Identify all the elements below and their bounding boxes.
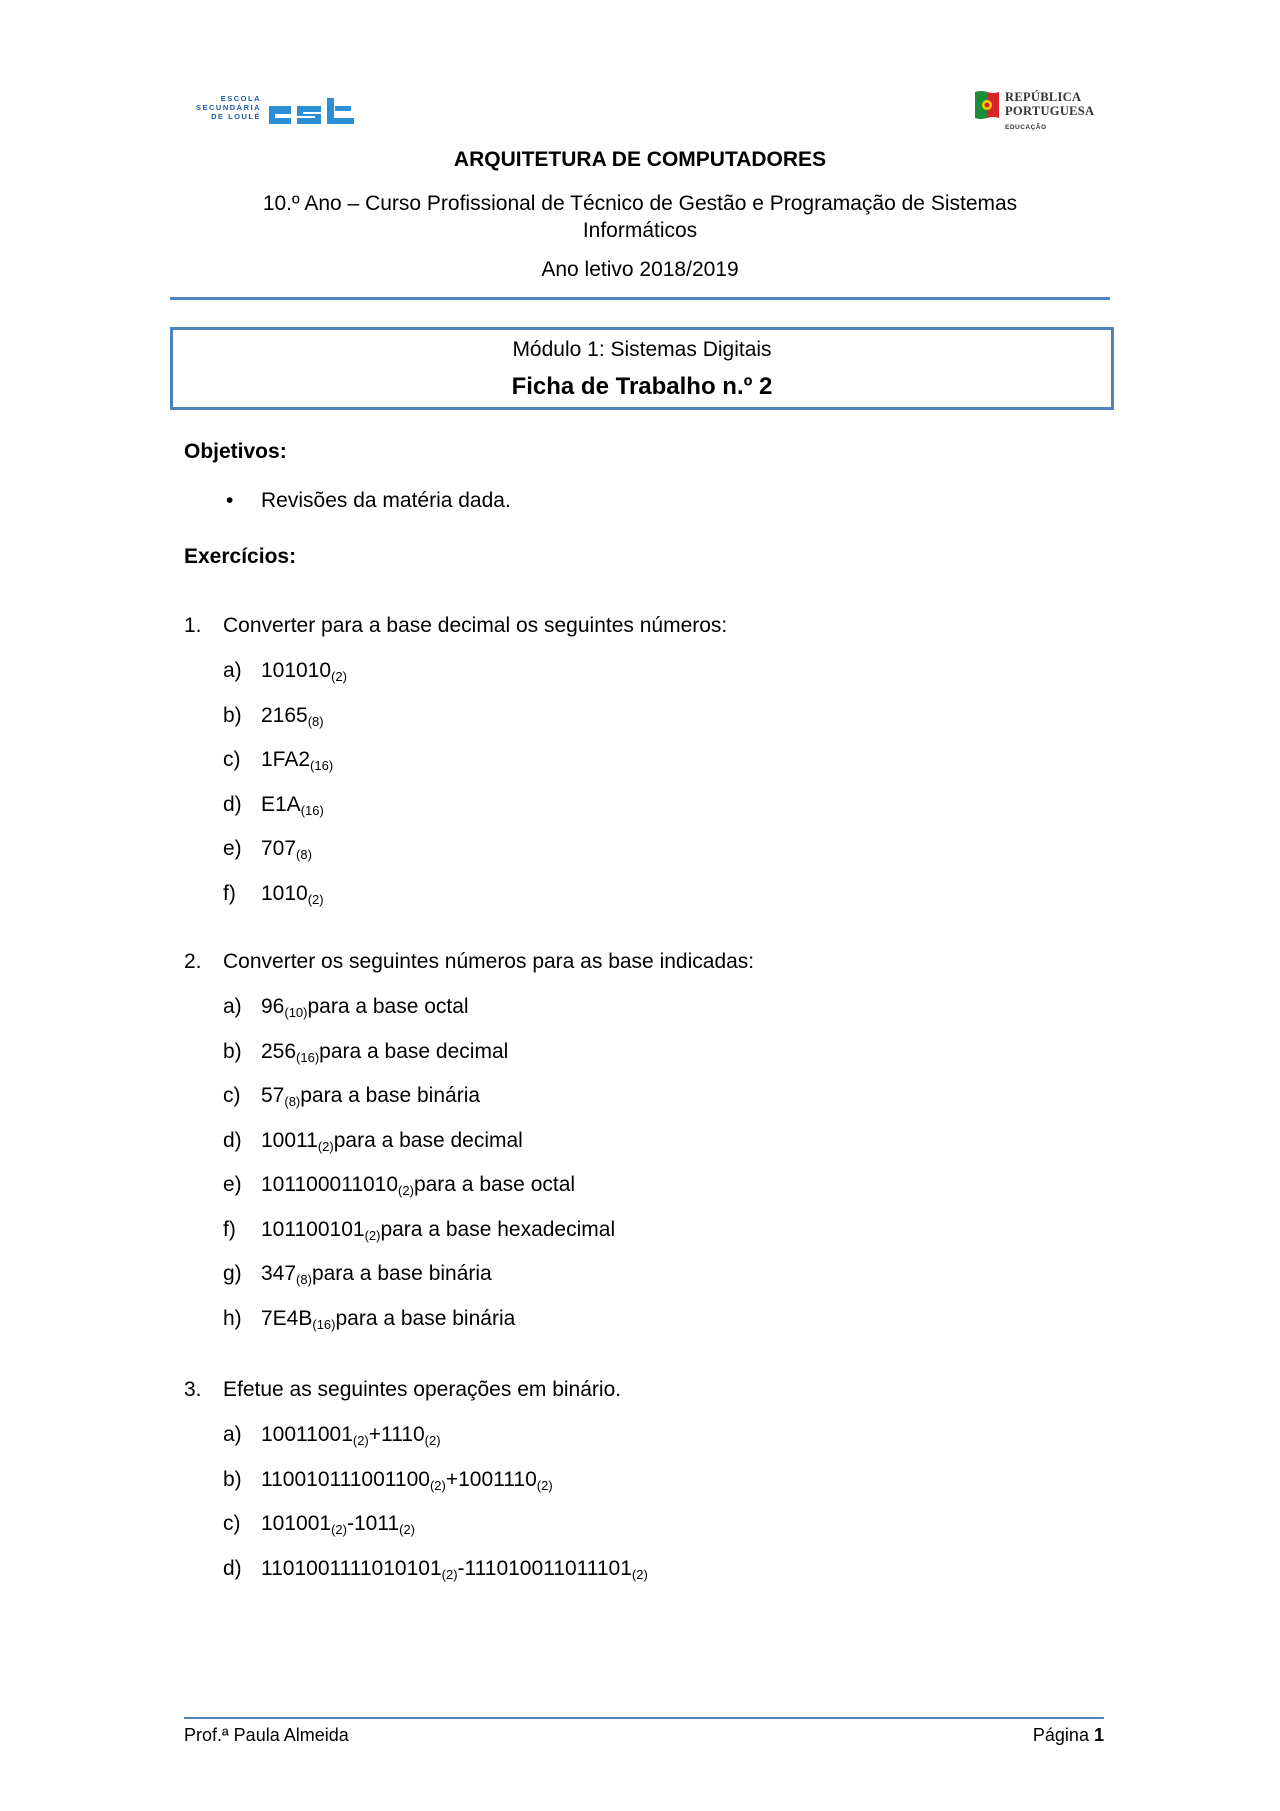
question-number: 3.	[184, 1378, 202, 1401]
footer-author: Prof.ª Paula Almeida	[184, 1725, 349, 1745]
item-text: para a base hexadecimal	[380, 1217, 616, 1241]
school-logo-line-2: SECUNDÁRIA	[195, 103, 261, 112]
base-subscript: (2)	[424, 1433, 441, 1448]
base-subscript: (8)	[307, 713, 324, 729]
item-expression	[261, 704, 324, 729]
item-text: -111010011011101	[457, 1556, 632, 1580]
item-label: e)	[223, 837, 242, 860]
item-text: +1001110	[445, 1467, 537, 1491]
item-expression	[261, 1307, 515, 1332]
course-subtitle-line-2: Informáticos	[582, 219, 698, 242]
school-logo	[183, 92, 363, 132]
question-number: 1.	[184, 614, 202, 637]
base-subscript: (2)	[398, 1183, 414, 1198]
course-title: ARQUITETURA DE COMPUTADORES	[453, 148, 827, 171]
header-divider	[170, 297, 1110, 300]
base-subscript: (2)	[429, 1477, 446, 1493]
objectives-heading: Objetivos:	[184, 440, 287, 463]
item-text: para a base octal	[413, 1173, 576, 1196]
school-logo-line-1: ESCOLA	[220, 94, 261, 103]
base-subscript: (2)	[307, 891, 324, 907]
item-text: 7E4B	[261, 1306, 313, 1330]
item-text: 101100011010	[261, 1173, 399, 1196]
base-subscript: (16)	[310, 758, 334, 773]
base-subscript: (16)	[300, 802, 324, 818]
item-text: 101001	[261, 1512, 332, 1535]
base-subscript: (2)	[441, 1566, 458, 1582]
item-text: para a base decimal	[333, 1128, 523, 1152]
item-text: 101010	[261, 659, 332, 682]
item-label: f)	[223, 881, 236, 905]
footer-page-number: 1	[1093, 1725, 1104, 1745]
item-text: 101100101	[261, 1217, 365, 1241]
base-subscript: (16)	[312, 1316, 336, 1332]
item-text: +1110	[368, 1423, 425, 1446]
item-expression	[261, 995, 469, 1020]
item-label: b)	[223, 1467, 242, 1491]
base-subscript: (2)	[536, 1477, 553, 1493]
base-subscript: (10)	[284, 1005, 308, 1020]
item-text: para a base octal	[307, 995, 469, 1018]
item-label: a)	[223, 659, 242, 682]
esl-logo-icon	[265, 92, 361, 132]
base-subscript: (8)	[296, 847, 312, 862]
item-label: d)	[223, 1128, 242, 1152]
base-subscript: (2)	[317, 1138, 334, 1154]
exercises-heading: Exercícios:	[184, 545, 297, 568]
item-label: c)	[223, 748, 241, 771]
item-expression	[261, 837, 312, 862]
item-expression	[261, 1557, 648, 1582]
objective-text: Revisões da matéria dada.	[261, 489, 511, 512]
item-text: para a base binária	[311, 1262, 492, 1285]
item-text: 10011001	[261, 1423, 353, 1446]
base-subscript: (2)	[331, 1522, 347, 1537]
item-text: 1FA2	[261, 748, 311, 771]
item-expression	[261, 1040, 508, 1065]
footer-divider	[184, 1717, 1104, 1719]
item-text: 707	[261, 837, 297, 860]
base-subscript: (8)	[296, 1272, 312, 1287]
item-label: f)	[223, 1217, 236, 1241]
course-subtitle-line-1: 10.º Ano – Curso Profissional de Técnico de Gestão e Programação de Sistemas	[262, 192, 1018, 215]
item-text: 10011	[261, 1128, 318, 1152]
item-text: para a base binária	[300, 1084, 481, 1107]
item-text: E1A	[261, 792, 301, 816]
item-label: e)	[223, 1173, 242, 1196]
item-text: para a base binária	[335, 1306, 516, 1330]
item-expression	[261, 1423, 441, 1448]
bullet-icon: •	[226, 489, 234, 512]
school-logo-line-3: DE LOULÉ	[211, 112, 261, 121]
question-number: 2.	[184, 950, 202, 973]
item-label: a)	[223, 1423, 242, 1446]
gov-logo-sub: EDUCAÇÃO	[1005, 124, 1047, 131]
item-text: 110010111001100	[261, 1467, 430, 1491]
item-label: b)	[223, 703, 242, 727]
item-label: h)	[223, 1306, 242, 1330]
item-label: d)	[223, 792, 242, 816]
item-label: g)	[223, 1262, 242, 1285]
school-year: Ano letivo 2018/2019	[541, 258, 739, 281]
item-label: c)	[223, 1084, 241, 1107]
item-text: para a base decimal	[319, 1039, 509, 1063]
item-expression	[261, 1084, 480, 1109]
question-text: Converter para a base decimal os seguintes números:	[223, 614, 728, 637]
item-expression	[261, 1129, 523, 1154]
gov-logo-line-1: REPÚBLICA	[1005, 90, 1082, 104]
item-expression	[261, 1218, 615, 1243]
item-expression	[261, 1173, 575, 1198]
item-expression	[261, 793, 324, 818]
item-label: a)	[223, 995, 242, 1018]
item-text: 96	[261, 995, 285, 1018]
item-expression	[261, 1512, 415, 1537]
footer-page-label: Página	[1032, 1725, 1089, 1745]
gov-logo-line-2: PORTUGUESA	[1005, 104, 1095, 118]
item-text: 256	[261, 1039, 297, 1063]
base-subscript: (8)	[284, 1094, 301, 1109]
item-text: 347	[261, 1262, 297, 1285]
worksheet-box	[170, 327, 1114, 410]
item-text: 1010	[261, 881, 308, 905]
item-text: 1101001111010101	[261, 1556, 442, 1580]
question-text: Efetue as seguintes operações em binário.	[223, 1378, 622, 1401]
base-subscript: (2)	[631, 1566, 648, 1582]
course-subtitle	[170, 190, 1110, 244]
portuguese-flag-icon	[975, 90, 999, 120]
base-subscript: (16)	[296, 1049, 320, 1065]
question-text: Converter os seguintes números para as base indicadas:	[223, 950, 755, 973]
footer-page	[1033, 1725, 1104, 1746]
item-text: 57	[261, 1084, 285, 1107]
item-expression	[261, 882, 324, 907]
item-label: d)	[223, 1556, 242, 1580]
base-subscript: (2)	[352, 1433, 369, 1448]
base-subscript: (2)	[399, 1522, 416, 1537]
item-text: 2165	[261, 703, 308, 727]
republica-portuguesa-logo	[975, 88, 1105, 138]
base-subscript: (2)	[331, 669, 347, 684]
item-expression	[261, 1262, 492, 1287]
item-expression	[261, 1468, 553, 1493]
item-expression	[261, 659, 347, 684]
item-expression	[261, 748, 333, 773]
item-text: -1011	[346, 1512, 400, 1535]
worksheet-title: Ficha de Trabalho n.º 2	[511, 373, 773, 400]
item-label: b)	[223, 1039, 242, 1063]
item-label: c)	[223, 1512, 241, 1535]
module-title: Módulo 1: Sistemas Digitais	[512, 338, 772, 361]
base-subscript: (2)	[364, 1227, 381, 1243]
